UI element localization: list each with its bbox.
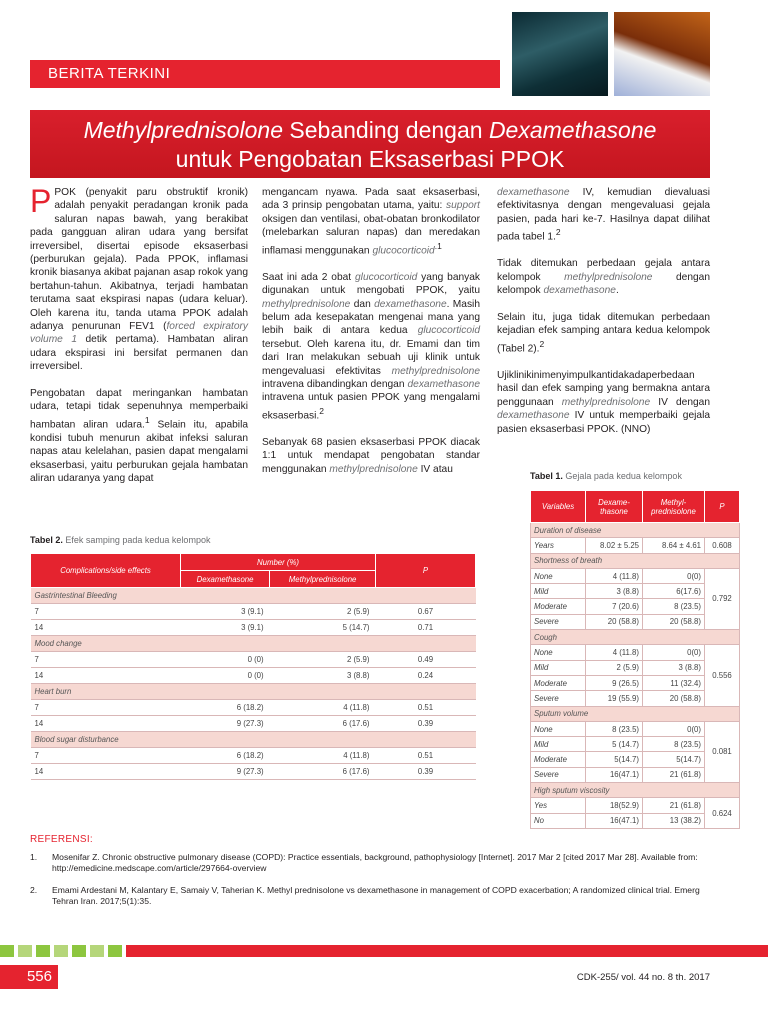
table-row: [31, 668, 476, 684]
p4-mid3: . Masih belum ada kesepakatan mengenai mana yang lebih baik di antara kedua: [262, 298, 480, 337]
table-cell: 8 (23.5): [643, 599, 705, 614]
table-p-value: 0.556: [705, 645, 740, 706]
table-1-header-variables: Variables: [531, 491, 586, 523]
table-cell: None: [531, 568, 586, 583]
p4-citation: 2: [319, 405, 324, 416]
body-column-1: [30, 183, 248, 526]
table-cell: 4 (11.8): [586, 645, 643, 660]
reference-item: [30, 885, 720, 908]
p4-em3: dexamethasone: [374, 298, 447, 310]
table-group-label: Mood change: [31, 636, 476, 652]
paragraph-5: [262, 436, 480, 476]
table-cell: 0.67: [376, 604, 476, 620]
table-p-value: 0.792: [705, 568, 740, 629]
table-group-row: [31, 732, 476, 748]
table-cell: 18(52.9): [586, 798, 643, 813]
table-cell: 4 (11.8): [586, 568, 643, 583]
table-1-caption: [530, 471, 682, 481]
footer-stripes: [0, 945, 768, 957]
table-row: [31, 604, 476, 620]
p5-tail: IV atau: [417, 463, 453, 475]
table-cell: 3 (8.8): [270, 668, 376, 684]
footer-stripe: [72, 945, 86, 957]
p2-citation: 1: [144, 414, 150, 425]
table-cell: Severe: [531, 614, 586, 629]
table-cell: 21 (61.8): [643, 798, 705, 813]
p7-text: Tidak ditemukan perbedaan gejala antara kelompok: [497, 258, 710, 283]
article-title: [30, 110, 710, 178]
paragraph-1: [30, 183, 248, 374]
paragraph-6: [497, 186, 710, 244]
table-cell: 0.51: [376, 700, 476, 716]
table-cell: 0.39: [376, 716, 476, 732]
p3-em2: glucocorticoid: [372, 245, 435, 257]
p6-text: IV, kemudian dievaluasi efektivitasnya dengan mengevaluasi gejala pasien, pada hari ke-7. Hasilnya dapat dilihat pada tabel 1.: [497, 187, 710, 243]
footer-stripe: [54, 945, 68, 957]
table-cell: 7: [31, 652, 181, 668]
table-cell: 8 (23.5): [586, 721, 643, 736]
p4-em1: glucocorticoid: [355, 271, 418, 283]
p3-citation: .1: [434, 240, 442, 251]
p4-em2: methylprednisolone: [262, 298, 351, 310]
p7-em2: dexamethasone: [543, 285, 616, 297]
dropcap: P: [30, 183, 52, 219]
table-cell: 20 (58.8): [643, 691, 705, 706]
p4-em5: methylprednisolone: [391, 365, 480, 377]
table-cell: 0 (0): [181, 668, 270, 684]
journal-reference: CDK-255/ vol. 44 no. 8 th. 2017: [576, 972, 710, 983]
table-cell: Mild: [531, 737, 586, 752]
table-group-label: Gastrintestinal Bleeding: [31, 588, 476, 604]
p1-text: POK (penyakit paru obstruktif kronik) adalah penyakit peradangan kronik pada saluran napas bawah, yang berakibat pada gangguan aliran udara yang bersifat irreversibel, disertai episode eksaserbasi (perburukan gejala). Pada PPOK, inflamasi kronik biasanya akibat pajanan asap rokok yang bertahun-tahun. Akibatnya, terjadi hambatan terutama saat ekspirasi napas (udara keluar). Oleh karena itu, tanda utama PPOK adalah adanya penurunan FEV1 (: [30, 187, 248, 333]
p6-em: dexamethasone: [497, 187, 570, 198]
table-cell: 8 (23.5): [643, 737, 705, 752]
table-group-row: [531, 706, 740, 721]
reference-text: Mosenifar Z. Chronic obstructive pulmonary disease (COPD): Practice essentials, background, pathophysiology [Internet]. 2017 Mar 2 [cited 2017 Mar 28]. Available from: http://emedicine.medscape.com/article/297664-overview: [52, 852, 698, 874]
table-cell: 14: [31, 620, 181, 636]
body-column-3: [497, 186, 710, 466]
p9-text: Ujiklinikinimenyimpulkantidakadaperbedaan hasil dan efek samping yang bermakna antara penggunaan: [497, 370, 710, 408]
table-group-row: [531, 523, 740, 538]
paragraph-7: [497, 257, 710, 297]
table-row: [531, 798, 740, 813]
table-1-header-methyl: Methyl-prednisolone: [643, 491, 705, 523]
title-line-2: untuk Pengobatan Eksaserbasi PPOK: [175, 146, 565, 172]
paragraph-2: [30, 387, 248, 485]
table-cell: 0(0): [643, 645, 705, 660]
table-cell: 14: [31, 764, 181, 780]
table-row: [31, 764, 476, 780]
table-group-row: [531, 783, 740, 798]
table-cell: None: [531, 645, 586, 660]
table-cell: 8.02 ± 5.25: [586, 538, 643, 553]
p4-em4: glucocorticoid: [417, 325, 480, 337]
table-1-header-dexa: Dexame-thasone: [586, 491, 643, 523]
table-cell: 0 (0): [181, 652, 270, 668]
table-group-row: [531, 630, 740, 645]
table-cell: 11 (32.4): [643, 675, 705, 690]
table-row: [31, 652, 476, 668]
table-cell: 5 (14.7): [270, 620, 376, 636]
footer-stripe: [18, 945, 32, 957]
p2-tail: Selain itu, apabila kondisi tubuh menurun akibat infeksi saluran napas atau kelelahan, pasien dapat mengalami eksaserbasi, yaitu perburukan gejala hambatan aliran udaranya yang dapat: [30, 419, 248, 484]
table-p-value: 0.624: [705, 798, 740, 829]
table-cell: Mild: [531, 660, 586, 675]
table-cell: 9 (26.5): [586, 675, 643, 690]
table-row: [531, 721, 740, 736]
reference-text: Emami Ardestani M, Kalantary E, Samaiy V, Taherian K. Methyl prednisolone vs dexamethasone in management of COPD exacerbation; A randomized clinical trial. Emerg Tehran Iran. 2017;5(1):35.: [52, 884, 700, 907]
table-cell: 9 (27.3): [181, 716, 270, 732]
table-group-label: Cough: [531, 630, 740, 645]
table-cell: 19 (55.9): [586, 691, 643, 706]
p5-text: Sebanyak 68 pasien eksaserbasi PPOK diacak 1:1 untuk mendapat pengobatan standar menggunakan: [262, 437, 480, 475]
p9-mid: IV dengan: [650, 396, 710, 408]
table-cell: Moderate: [531, 675, 586, 690]
table-row: [531, 538, 740, 553]
footer-stripe: [108, 945, 122, 957]
table-2-header-methyl: Methylprednisolone: [270, 571, 376, 588]
section-tag: BERITA TERKINI: [30, 60, 500, 88]
table-cell: 21 (61.8): [643, 767, 705, 782]
title-drug-b: Dexamethasone: [488, 117, 657, 143]
paragraph-4: [262, 271, 480, 423]
reference-number: 1.: [30, 852, 38, 862]
page-number: 556: [0, 965, 58, 989]
table-cell: Moderate: [531, 599, 586, 614]
p2-text: Pengobatan dapat meringankan hambatan udara, tetapi tidak sepenuhnya memperbaiki hambatan aliran udara.: [30, 388, 248, 431]
table-cell: 0(0): [643, 721, 705, 736]
p4-mid5: intravena dibandingkan dengan: [262, 379, 408, 391]
table-1-label: Tabel 1.: [530, 471, 563, 481]
table-cell: 2 (5.9): [270, 652, 376, 668]
table-cell: 5(14.7): [643, 752, 705, 767]
table-2-label: Tabel 2.: [30, 535, 63, 545]
table-cell: 6 (17.6): [270, 716, 376, 732]
table-p-value: 0.081: [705, 721, 740, 782]
table-cell: 7 (20.6): [586, 599, 643, 614]
p4-mid4: tersebut. Oleh karena itu, dr. Emami dan tim dari Iran melakukan sebuah uji klinik untuk mengevaluasi efektivitas: [262, 338, 480, 377]
title-mid: Sebanding dengan: [283, 117, 489, 143]
table-2-header-dexa: Dexamethasone: [181, 571, 270, 588]
table-cell: 7: [31, 748, 181, 764]
table-cell: 0(0): [643, 568, 705, 583]
p6-citation: 2: [555, 227, 561, 238]
table-cell: 4 (11.8): [270, 700, 376, 716]
table-cell: 3 (8.8): [643, 660, 705, 675]
paragraph-9: [497, 369, 710, 436]
p1-tail: detik pertama). Hambatan aliran udara ekspirasi ini bersifat permanen dan irreversibel.: [30, 334, 248, 373]
table-1: [530, 490, 740, 829]
table-cell: 5 (14.7): [586, 737, 643, 752]
table-cell: 0.39: [376, 764, 476, 780]
p9-em1: methylprednisolone: [561, 396, 651, 408]
p1-em: forced expiratory volume 1: [30, 321, 248, 346]
table-cell: 6 (18.2): [181, 748, 270, 764]
table-group-label: Blood sugar disturbance: [31, 732, 476, 748]
table-cell: 0.24: [376, 668, 476, 684]
table-cell: 2 (5.9): [270, 604, 376, 620]
table-group-row: [31, 636, 476, 652]
table-row: [531, 568, 740, 583]
table-2-header-number: Number (%): [181, 554, 376, 571]
surgery-photo: [512, 12, 608, 96]
reference-item: [30, 852, 720, 875]
table-2-body: [31, 588, 476, 780]
table-cell: 4 (11.8): [270, 748, 376, 764]
table-group-label: Shortness of breath: [531, 553, 740, 568]
table-group-row: [31, 684, 476, 700]
references-list: [30, 852, 720, 918]
p7-tail: .: [615, 285, 619, 297]
table-cell: Moderate: [531, 752, 586, 767]
table-group-label: High sputum viscosity: [531, 783, 740, 798]
footer-stripe: [36, 945, 50, 957]
table-cell: Yes: [531, 798, 586, 813]
table-cell: Mild: [531, 584, 586, 599]
table-group-label: Duration of disease: [531, 523, 740, 538]
p9-em2: dexamethasone: [497, 410, 570, 422]
table-row: [31, 716, 476, 732]
table-cell: 9 (27.3): [181, 764, 270, 780]
table-cell: 14: [31, 716, 181, 732]
table-cell: Severe: [531, 691, 586, 706]
table-cell: 6(17.6): [643, 584, 705, 599]
footer-stripe: [90, 945, 104, 957]
table-group-label: Sputum volume: [531, 706, 740, 721]
table-1-title: Gejala pada kedua kelompok: [562, 471, 682, 481]
table-cell: 7: [31, 700, 181, 716]
p4-em6: dexamethasone: [407, 379, 480, 391]
table-cell: 2 (5.9): [586, 660, 643, 675]
table-2-header-complications: Complications/side effects: [31, 554, 181, 588]
table-1-body: [531, 523, 740, 829]
p3-mid: oksigen dan ventilasi, obat-obatan bronkodilator (melebarkan saluran napas) dan meredakan inflamasi menggunakan: [262, 213, 480, 257]
table-group-row: [531, 553, 740, 568]
table-row: [31, 700, 476, 716]
table-cell: 16(47.1): [586, 813, 643, 828]
table-2: [30, 553, 476, 780]
table-cell: 3 (9.1): [181, 604, 270, 620]
table-cell: 20 (58.8): [586, 614, 643, 629]
paragraph-3: [262, 186, 480, 257]
table-cell: 14: [31, 668, 181, 684]
table-cell: 3 (8.8): [586, 584, 643, 599]
title-drug-a: Methylprednisolone: [83, 117, 284, 143]
table-cell: 6 (17.6): [270, 764, 376, 780]
table-row: [31, 748, 476, 764]
p8-text: Selain itu, juga tidak ditemukan perbedaan kejadian efek samping antara kedua kelompok (Tabel 2).: [497, 312, 710, 355]
table-group-row: [31, 588, 476, 604]
table-cell: Years: [531, 538, 586, 553]
table-1-header-p: P: [705, 491, 740, 523]
table-cell: 16(47.1): [586, 767, 643, 782]
p5-em: methylprednisolone: [329, 463, 418, 475]
table-cell: 13 (38.2): [643, 813, 705, 828]
table-cell: 0.71: [376, 620, 476, 636]
reference-number: 2.: [30, 884, 38, 895]
p7-mid: dengan kelompok: [497, 271, 710, 297]
table-cell: 0.49: [376, 652, 476, 668]
table-cell: 7: [31, 604, 181, 620]
table-cell: 20 (58.8): [643, 614, 705, 629]
p4-text: Saat ini ada 2 obat: [262, 271, 356, 283]
table-cell: None: [531, 721, 586, 736]
p4-mid2: dan: [350, 298, 375, 310]
table-row: [531, 645, 740, 660]
table-group-label: Heart burn: [31, 684, 476, 700]
table-cell: 0.51: [376, 748, 476, 764]
p8-citation: 2: [539, 338, 545, 349]
table-p-value: 0.608: [705, 538, 740, 553]
p4-tail: intravena untuk pasien PPOK yang mengalami eksaserbasi.: [262, 392, 480, 422]
body-column-2: [262, 186, 480, 526]
p4-mid1: yang banyak digunakan untuk mengobati PPOK, yaitu: [262, 271, 481, 297]
references-heading: REFERENSI:: [30, 834, 94, 845]
footer-stripe: [0, 945, 14, 957]
p7-em1: methylprednisolone: [564, 271, 653, 283]
paragraph-8: [497, 311, 710, 356]
table-2-header-p: P: [376, 554, 476, 588]
table-2-caption: [30, 535, 210, 545]
pills-photo: [614, 12, 710, 96]
footer-bar: [126, 945, 768, 957]
p3-em1: support: [446, 200, 480, 212]
p9-tail: IV untuk memperbaiki gejala pasien eksaserbasi PPOK. (NNO): [497, 410, 710, 435]
table-cell: 3 (9.1): [181, 620, 270, 636]
table-cell: No: [531, 813, 586, 828]
table-cell: 5(14.7): [586, 752, 643, 767]
p3-text: mengancam nyawa. Pada saat eksaserbasi, ada 3 prinsip pengobatan utama, yaitu:: [262, 187, 480, 212]
table-2-title: Efek samping pada kedua kelompok: [62, 535, 211, 545]
table-cell: 6 (18.2): [181, 700, 270, 716]
table-row: [31, 620, 476, 636]
table-cell: Severe: [531, 767, 586, 782]
table-cell: 8.64 ± 4.61: [643, 538, 705, 553]
